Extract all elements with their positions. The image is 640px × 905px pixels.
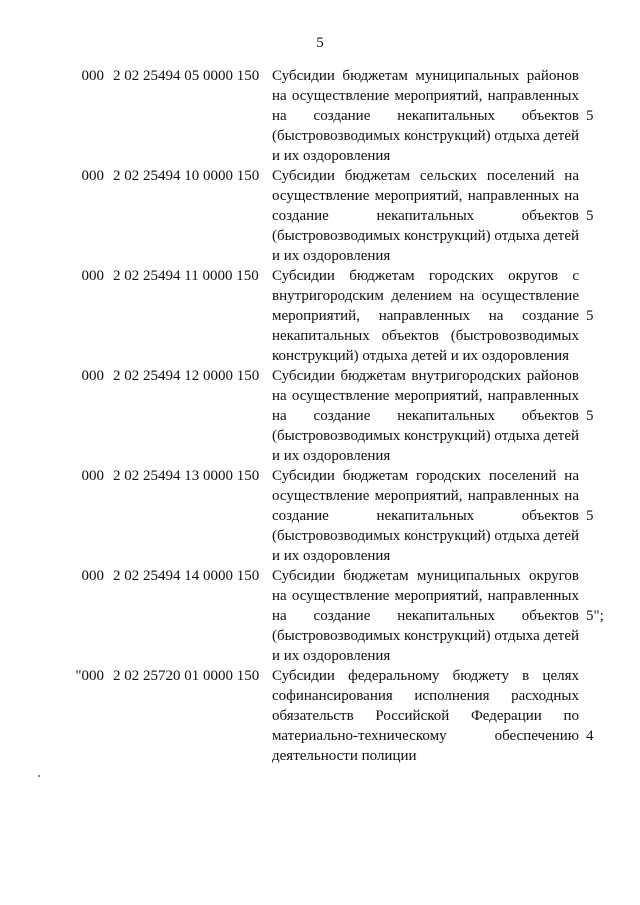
norm-value: 5 [586,208,594,224]
admin-code: 000 [81,168,104,184]
budget-classification-code: 2 02 25494 12 0000 150 [113,368,260,384]
admin-code: 000 [81,568,104,584]
admin-code: 000 [81,468,104,484]
admin-code: 000 [81,368,104,384]
budget-classification-code: 2 02 25494 05 0000 150 [113,68,260,84]
revenue-name: Субсидии бюджетам сельских поселений на осуществление мероприятий, направленных на создание некапитальных объектов (быстровозводимых конструкций) отдыха детей и их оздоровления [272,168,580,264]
revenue-name: Субсидии бюджетам городских поселений на осуществление мероприятий, направленных на создание некапитальных объектов (быстровозводимых конструкций) отдыха детей и их оздоровления [272,468,580,564]
norm-value: 5 [586,408,594,424]
revenue-name: Субсидии бюджетам муниципальных округов на осуществление мероприятий, направленных на создание некапитальных объектов (быстровозводимых конструкций) отдыха детей и их оздоровления [272,568,580,664]
norm-value: 5 [586,108,594,124]
admin-code: 000 [81,268,104,284]
norm-value: 4 [586,728,594,744]
norm-value: 5 [586,308,594,324]
budget-classification-code: 2 02 25494 14 0000 150 [113,568,260,584]
revenue-name: Субсидии бюджетам муниципальных районов на осуществление мероприятий, направленных на создание некапитальных объектов (быстровозводимых конструкций) отдыха детей и их оздоровления [272,68,580,164]
revenue-name: Субсидии бюджетам городских округов с внутригородским делением на осуществление мероприятий, направленных на создание некапитальных объектов (быстровозводимых конструкций) отдыха детей и их оздоровления [272,268,579,364]
revenue-name: Субсидии федеральному бюджету в целях софинансирования исполнения расходных обязательств Российской Федерации по материально-техническому обеспечению деятельности полиции [272,668,579,764]
page-number: 5 [316,35,324,51]
scan-speck [38,775,40,777]
admin-code: 000 [81,68,104,84]
budget-classification-code: 2 02 25720 01 0000 150 [113,668,260,684]
budget-classification-code: 2 02 25494 10 0000 150 [113,168,260,184]
revenue-name: Субсидии бюджетам внутригородских районов на осуществление мероприятий, направленных на создание некапитальных объектов (быстровозводимых конструкций) отдыха детей и их оздоровления [272,368,580,464]
norm-value: 5"; [586,608,604,624]
budget-classification-code: 2 02 25494 11 0000 150 [113,268,259,284]
admin-code: "000 [75,668,104,684]
norm-value: 5 [586,508,594,524]
budget-classification-code: 2 02 25494 13 0000 150 [113,468,260,484]
